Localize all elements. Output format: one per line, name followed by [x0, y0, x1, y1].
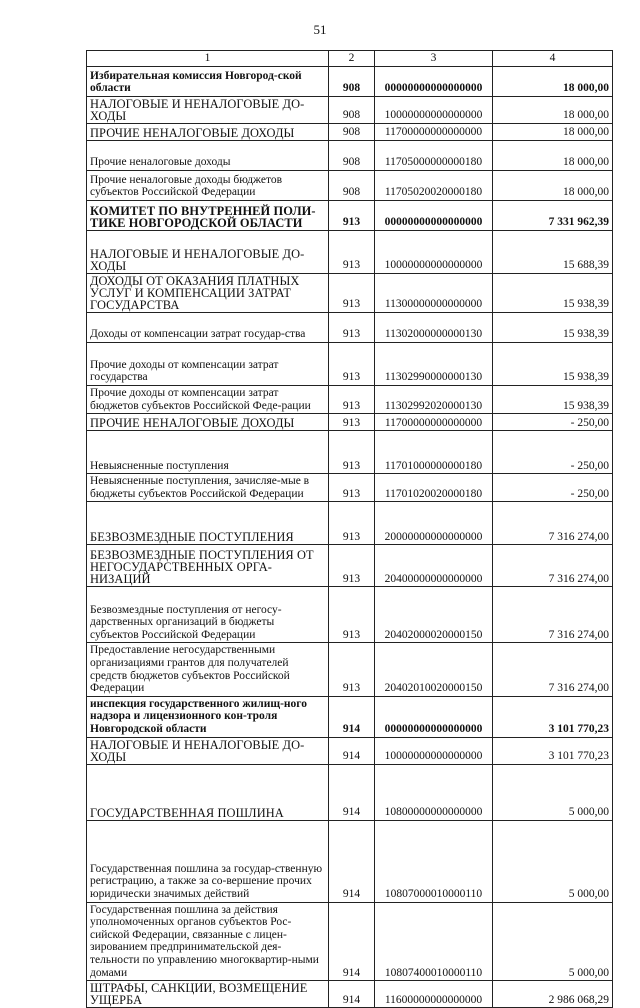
row-sum-cell: - 250,00 — [493, 414, 613, 431]
row-code-cell: 913 — [329, 343, 375, 386]
row-sum-cell: 7 316 274,00 — [493, 502, 613, 545]
row-name-cell: Невыясненные поступления, зачисляе-мые в бюджеты субъектов Российской Федерации — [87, 474, 329, 502]
table-row — [87, 274, 613, 313]
row-sum-cell: 18 000,00 — [493, 124, 613, 141]
row-name-cell: ПРОЧИЕ НЕНАЛОГОВЫЕ ДОХОДЫ — [87, 124, 329, 141]
row-name-cell: НАЛОГОВЫЕ И НЕНАЛОГОВЫЕ ДО-ХОДЫ — [87, 231, 329, 274]
row-sum-cell: 2 986 068,29 — [493, 981, 613, 1008]
row-name-cell: ДОХОДЫ ОТ ОКАЗАНИЯ ПЛАТНЫХ УСЛУГ И КОМПЕНСАЦИИ ЗАТРАТ ГОСУДАРСТВА — [87, 274, 329, 313]
table-row — [87, 414, 613, 431]
row-kbk-cell: 11705020020000180 — [375, 171, 493, 201]
row-sum-cell: 15 938,39 — [493, 274, 613, 313]
row-code-cell: 913 — [329, 201, 375, 231]
row-kbk-cell: 00000000000000000 — [375, 67, 493, 97]
row-sum-cell: 15 688,39 — [493, 231, 613, 274]
row-kbk-cell: 11300000000000000 — [375, 274, 493, 313]
row-sum-cell: 18 000,00 — [493, 67, 613, 97]
table-row — [87, 820, 613, 902]
row-code-cell: 913 — [329, 643, 375, 696]
row-kbk-cell: 20400000000000000 — [375, 545, 493, 587]
row-sum-cell: 3 101 770,23 — [493, 696, 613, 737]
column-header-1: 1 — [87, 51, 329, 67]
row-name-cell: Избирательная комиссия Новгород-ской области — [87, 67, 329, 97]
row-kbk-cell: 11302992020000130 — [375, 386, 493, 414]
row-kbk-cell: 10807000010000110 — [375, 820, 493, 902]
budget-revenue-table — [86, 50, 613, 1008]
table-row — [87, 902, 613, 981]
row-name-cell: Прочие неналоговые доходы — [87, 141, 329, 171]
table-row — [87, 474, 613, 502]
row-sum-cell: 7 316 274,00 — [493, 587, 613, 643]
column-header-3: 3 — [375, 51, 493, 67]
row-name-cell: ШТРАФЫ, САНКЦИИ, ВОЗМЕЩЕНИЕ УЩЕРБА — [87, 981, 329, 1008]
row-code-cell: 913 — [329, 386, 375, 414]
row-code-cell: 908 — [329, 97, 375, 124]
row-sum-cell: - 250,00 — [493, 431, 613, 474]
row-code-cell: 908 — [329, 141, 375, 171]
row-code-cell: 908 — [329, 67, 375, 97]
row-sum-cell: - 250,00 — [493, 474, 613, 502]
table-row — [87, 171, 613, 201]
row-sum-cell: 3 101 770,23 — [493, 737, 613, 764]
row-name-cell: Доходы от компенсации затрат государ-ства — [87, 313, 329, 343]
row-kbk-cell: 20402010020000150 — [375, 643, 493, 696]
row-code-cell: 908 — [329, 124, 375, 141]
row-kbk-cell: 10800000000000000 — [375, 764, 493, 820]
column-header-2: 2 — [329, 51, 375, 67]
row-kbk-cell: 11700000000000000 — [375, 124, 493, 141]
row-sum-cell: 15 938,39 — [493, 386, 613, 414]
table-row — [87, 67, 613, 97]
row-code-cell: 913 — [329, 414, 375, 431]
row-code-cell: 913 — [329, 545, 375, 587]
row-name-cell: Безвозмездные поступления от негосу-дарственных организаций в бюджеты субъектов Российской Федерации — [87, 587, 329, 643]
column-header-4: 4 — [493, 51, 613, 67]
row-kbk-cell: 11600000000000000 — [375, 981, 493, 1008]
row-name-cell: Предоставление негосударственными организациями грантов для получателей средств бюджетов субъектов Российской Федерации — [87, 643, 329, 696]
row-code-cell: 913 — [329, 231, 375, 274]
row-sum-cell: 5 000,00 — [493, 764, 613, 820]
row-sum-cell: 5 000,00 — [493, 902, 613, 981]
row-kbk-cell: 00000000000000000 — [375, 696, 493, 737]
row-code-cell: 913 — [329, 502, 375, 545]
row-sum-cell: 18 000,00 — [493, 97, 613, 124]
page-number: 51 — [313, 22, 327, 37]
row-kbk-cell: 10807400010000110 — [375, 902, 493, 981]
table-row — [87, 343, 613, 386]
row-sum-cell: 7 316 274,00 — [493, 545, 613, 587]
table-row — [87, 502, 613, 545]
table-header-row — [87, 51, 613, 67]
row-name-cell: КОМИТЕТ ПО ВНУТРЕННЕЙ ПОЛИ-ТИКЕ НОВГОРОДСКОЙ ОБЛАСТИ — [87, 201, 329, 231]
row-code-cell: 914 — [329, 737, 375, 764]
row-kbk-cell: 10000000000000000 — [375, 97, 493, 124]
table-row — [87, 386, 613, 414]
table-row — [87, 545, 613, 587]
row-sum-cell: 7 331 962,39 — [493, 201, 613, 231]
row-name-cell: ПРОЧИЕ НЕНАЛОГОВЫЕ ДОХОДЫ — [87, 414, 329, 431]
table-row — [87, 737, 613, 764]
row-sum-cell: 15 938,39 — [493, 313, 613, 343]
row-name-cell: НАЛОГОВЫЕ И НЕНАЛОГОВЫЕ ДО-ХОДЫ — [87, 737, 329, 764]
row-name-cell: Государственная пошлина за государ-ственную регистрацию, а также за со-вершение прочих юридически значимых действий — [87, 820, 329, 902]
table-row — [87, 231, 613, 274]
row-code-cell: 914 — [329, 981, 375, 1008]
row-code-cell: 914 — [329, 820, 375, 902]
row-kbk-cell: 11700000000000000 — [375, 414, 493, 431]
row-name-cell: БЕЗВОЗМЕЗДНЫЕ ПОСТУПЛЕНИЯ — [87, 502, 329, 545]
table-row — [87, 643, 613, 696]
table-row — [87, 124, 613, 141]
row-code-cell: 913 — [329, 313, 375, 343]
row-sum-cell: 15 938,39 — [493, 343, 613, 386]
row-name-cell: Невыясненные поступления — [87, 431, 329, 474]
row-kbk-cell: 11302990000000130 — [375, 343, 493, 386]
row-name-cell: Государственная пошлина за действия уполномоченных органов субъектов Рос-сийской Федерации, связанные с лицен-зированием предпринимательской дея-тельности по управлению многоквартир-ными домами — [87, 902, 329, 981]
row-code-cell: 913 — [329, 274, 375, 313]
row-code-cell: 908 — [329, 171, 375, 201]
row-name-cell: Прочие доходы от компенсации затрат бюджетов субъектов Российской Феде-рации — [87, 386, 329, 414]
row-name-cell: БЕЗВОЗМЕЗДНЫЕ ПОСТУПЛЕНИЯ ОТ НЕГОСУДАРСТВЕННЫХ ОРГА-НИЗАЦИЙ — [87, 545, 329, 587]
table-row — [87, 201, 613, 231]
row-kbk-cell: 11302000000000130 — [375, 313, 493, 343]
row-kbk-cell: 10000000000000000 — [375, 231, 493, 274]
row-name-cell: Прочие доходы от компенсации затрат государства — [87, 343, 329, 386]
row-kbk-cell: 11705000000000180 — [375, 141, 493, 171]
row-kbk-cell: 20402000020000150 — [375, 587, 493, 643]
row-kbk-cell: 10000000000000000 — [375, 737, 493, 764]
table-row — [87, 696, 613, 737]
table-row — [87, 141, 613, 171]
table-row — [87, 431, 613, 474]
row-kbk-cell: 11701020020000180 — [375, 474, 493, 502]
row-name-cell: НАЛОГОВЫЕ И НЕНАЛОГОВЫЕ ДО-ХОДЫ — [87, 97, 329, 124]
row-code-cell: 913 — [329, 431, 375, 474]
row-code-cell: 913 — [329, 474, 375, 502]
row-code-cell: 914 — [329, 764, 375, 820]
table-row — [87, 587, 613, 643]
row-code-cell: 914 — [329, 902, 375, 981]
row-name-cell: инспекция государственного жилищ-ного надзора и лицензионного кон-троля Новгородской области — [87, 696, 329, 737]
table-row — [87, 981, 613, 1008]
row-kbk-cell: 11701000000000180 — [375, 431, 493, 474]
row-sum-cell: 18 000,00 — [493, 141, 613, 171]
table-row — [87, 764, 613, 820]
row-code-cell: 913 — [329, 587, 375, 643]
row-name-cell: ГОСУДАРСТВЕННАЯ ПОШЛИНА — [87, 764, 329, 820]
table-row — [87, 97, 613, 124]
row-sum-cell: 7 316 274,00 — [493, 643, 613, 696]
row-kbk-cell: 20000000000000000 — [375, 502, 493, 545]
row-code-cell: 914 — [329, 696, 375, 737]
row-name-cell: Прочие неналоговые доходы бюджетов субъектов Российской Федерации — [87, 171, 329, 201]
row-sum-cell: 5 000,00 — [493, 820, 613, 902]
row-kbk-cell: 00000000000000000 — [375, 201, 493, 231]
table-row — [87, 313, 613, 343]
row-sum-cell: 18 000,00 — [493, 171, 613, 201]
